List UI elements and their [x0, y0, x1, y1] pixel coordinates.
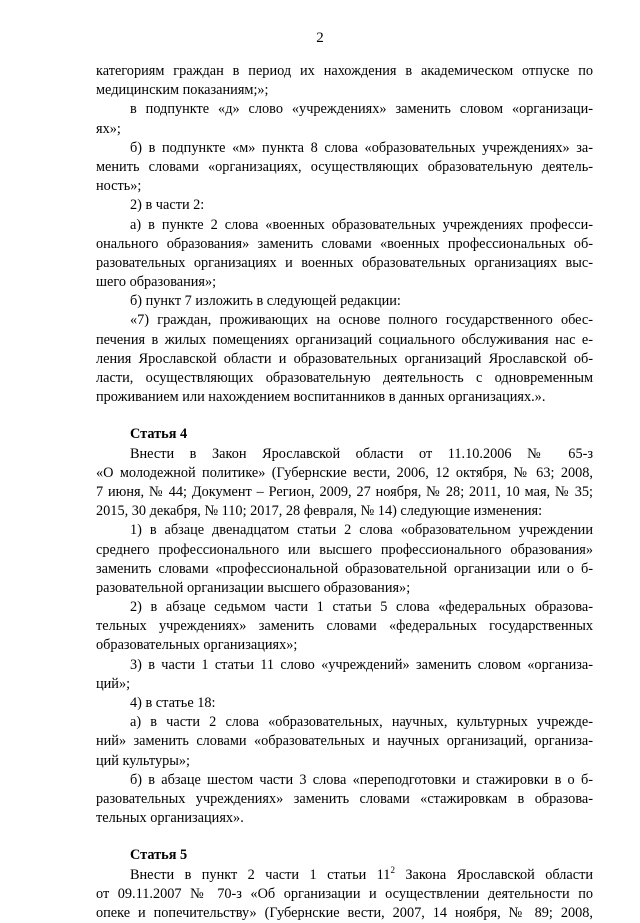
paragraph-line: 1) в абзаце двенадцатом статьи 2 слова «образовательном учреждении: [96, 521, 593, 540]
paragraph-line: а) в пункте 2 слова «военных образовательных учреждениях професси-: [96, 216, 593, 235]
paragraph-line: разовательной организации высшего образования»;: [96, 579, 593, 598]
paragraph-line: в подпункте «д» слово «учреждениях» заменить словом «организаци-: [96, 100, 593, 119]
paragraph-line: тельных учреждениях» заменить словами «федеральных государственных: [96, 617, 593, 636]
paragraph-line: ность»;: [96, 177, 593, 196]
article-4-heading: Статья 4: [96, 425, 593, 444]
paragraph-line: ций культуры»;: [96, 752, 593, 771]
paragraph-line: образовательных организациях»;: [96, 636, 593, 655]
paragraph-line: среднего профессионального или высшего профессионального образования»: [96, 541, 593, 560]
paragraph-line: 2015, 30 декабря, № 110; 2017, 28 февраля, № 14) следующие изменения:: [96, 502, 593, 521]
paragraph-line: ях»;: [96, 120, 593, 139]
paragraph-line: б) в абзаце шестом части 3 слова «переподготовки и стажировки в о б-: [96, 771, 593, 790]
paragraph-line: ций»;: [96, 675, 593, 694]
paragraph-line: 3) в части 1 статьи 11 слово «учреждений» заменить словом «организа-: [96, 656, 593, 675]
page-number: 2: [0, 30, 640, 47]
document-body: [96, 62, 593, 923]
paragraph-line: опеке и попечительству» (Губернские вести, 2007, 14 ноября, № 89; 2008,: [96, 904, 593, 923]
article-5-body: [96, 866, 593, 923]
paragraph-line: ний» заменить словами «образовательных и научных организаций, организа-: [96, 732, 593, 751]
article-3-continuation: [96, 62, 593, 407]
paragraph-line: проживанием или нахождением воспитанников в данных организациях.».: [96, 388, 593, 407]
paragraph-line: заменить словами «профессиональной образовательной организации или о б-: [96, 560, 593, 579]
paragraph-line: онального образования» заменить словами «военных профессиональных об-: [96, 235, 593, 254]
article-4-body: [96, 445, 593, 829]
paragraph-line: 2) в абзаце седьмом части 1 статьи 5 слова «федеральных образова-: [96, 598, 593, 617]
paragraph-line: разовательных организациях и военных образовательных организациях выс-: [96, 254, 593, 273]
paragraph-line: 7 июня, № 44; Документ – Регион, 2009, 27 ноября, № 28; 2011, 10 мая, № 35;: [96, 483, 593, 502]
paragraph-line: от 09.11.2007 № 70-з «Об организации и осуществлении деятельности по: [96, 885, 593, 904]
paragraph-line: ласти, осуществляющих образовательную деятельность с одновременным: [96, 369, 593, 388]
paragraph-line: Внести в пункт 2 части 1 статьи $11^2$ Закона Ярославской области: [96, 866, 593, 885]
paragraph-line: категориям граждан в период их нахождения в академическом отпуске по: [96, 62, 593, 81]
paragraph-line: медицинским показаниям;»;: [96, 81, 593, 100]
paragraph-line: тельных организациях».: [96, 809, 593, 828]
paragraph-line: «О молодежной политике» (Губернские вести, 2006, 12 октября, № 63; 2008,: [96, 464, 593, 483]
article-5-heading: Статья 5: [96, 846, 593, 865]
paragraph-line: «7) граждан, проживающих на основе полного государственного обес-: [96, 311, 593, 330]
paragraph-line: б) пункт 7 изложить в следующей редакции:: [96, 292, 593, 311]
paragraph-line: печения в жилых помещениях организаций социального обслуживания нас е-: [96, 331, 593, 350]
paragraph-line: ления Ярославской области и образовательных организаций Ярославской об-: [96, 350, 593, 369]
paragraph-line: 4) в статье 18:: [96, 694, 593, 713]
paragraph-line: шего образования»;: [96, 273, 593, 292]
paragraph-line: Внести в Закон Ярославской области от 11.10.2006 № 65-з: [96, 445, 593, 464]
paragraph-line: а) в части 2 слова «образовательных, научных, культурных учрежде-: [96, 713, 593, 732]
paragraph-line: менить словами «организациях, осуществляющих образовательную деятель-: [96, 158, 593, 177]
paragraph-line: 2) в части 2:: [96, 196, 593, 215]
paragraph-line: б) в подпункте «м» пункта 8 слова «образовательных учреждениях» за-: [96, 139, 593, 158]
paragraph-line: разовательных учреждениях» заменить словами «стажировкам в образова-: [96, 790, 593, 809]
